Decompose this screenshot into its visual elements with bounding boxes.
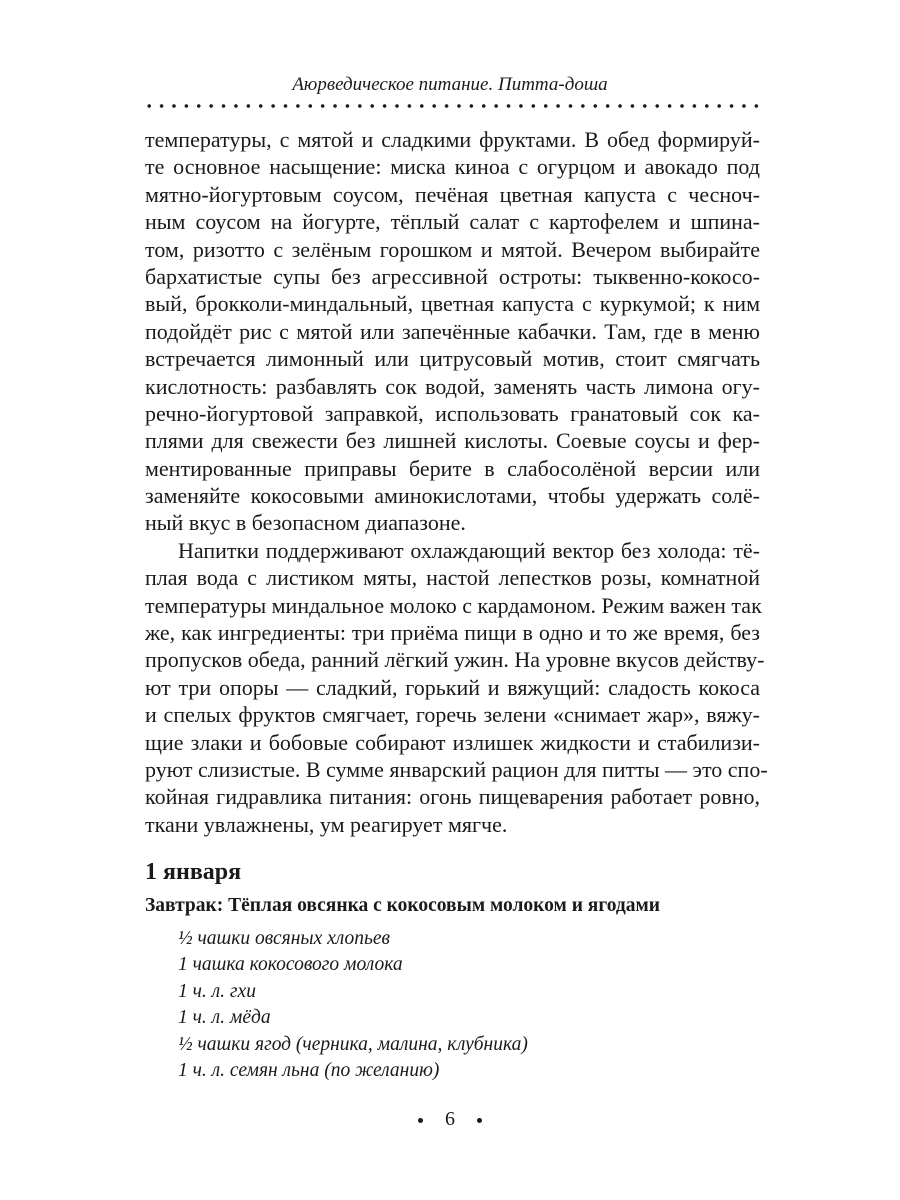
text-line: щие злаки и бобовые собирают излишек жидкости и стабилизи- [145,729,760,755]
page-footer [0,1108,900,1131]
text-line: подойдёт рис с мятой или запечённые кабачки. Там, где в меню [145,318,760,344]
ingredient-item: 1 ч. л. мёда [178,1007,271,1029]
body-text [145,126,768,838]
text-line: ным соусом на йогурте, тёплый салат с картофелем и шпина- [145,209,760,235]
text-line: те основное насыщение: миска киноа с огурцом и авокадо под [145,154,760,180]
text-line: мятно-йогуртовым соусом, печёная цветная капуста с чесноч- [145,181,760,207]
text-line: заменяйте кокосовыми аминокислотами, чтобы удержать солё- [145,483,760,509]
text-line: плями для свежести без лишней кислоты. Соевые соусы и фер- [145,428,760,454]
text-line: бархатистые супы без агрессивной остроты: тыквенно-кокосо- [145,263,760,289]
text-line: ментированные приправы берите в слабосолёной версии или [145,455,760,481]
text-line: ткани увлажнены, ум реагирует мягче. [145,811,508,837]
text-line: пропусков обеда, ранний лёгкий ужин. На уровне вкусов действу- [145,647,765,673]
text-line: температуры миндальное молоко с кардамоном. Режим важен так [145,592,762,618]
text-line: речно-йогуртовой заправкой, использовать гранатовый сок ка- [145,400,760,426]
paragraph [145,537,768,838]
text-line: руют слизистые. В сумме январский рацион для питты — это спо- [145,756,768,782]
text-line: койная гидравлика питания: огонь пищеварения работает ровно, [145,784,760,810]
ingredient-list [178,926,528,1084]
text-line: и спелых фруктов смягчает, горечь зелени «снимает жар», вяжу- [145,702,760,728]
running-head: Аюрведическое питание. Питта-доша [292,74,608,95]
ingredient-item: 1 ч. л. семян льна (по желанию) [178,1059,440,1081]
meal-title: Завтрак: Тёплая овсянка с кокосовым молоком и ягодами [145,895,661,916]
ingredient-item: 1 ч. л. гхи [178,980,256,1002]
text-line: плая вода с листиком мяты, настой лепестков розы, комнатной [145,565,760,591]
text-line: ют три опоры — сладкий, горький и вяжущий: сладость кокоса [145,674,760,700]
paragraph [145,126,760,537]
text-line: температуры, с мятой и сладкими фруктами. В обед формируй- [145,127,760,152]
text-line: встречается лимонный или цитрусовый мотив, стоит смягчать [145,346,760,372]
section-heading: 1 января [145,859,242,885]
dotted-divider [143,100,763,112]
ingredient-item: ½ чашки ягод (черника, малина, клубника) [178,1033,528,1055]
bullet-icon [477,1118,482,1123]
text-line: вый, брокколи-миндальный, цветная капуста с куркумой; к ним [145,291,760,317]
text-line: том, ризотто с зелёным горошком и мятой. Вечером выбирайте [145,236,760,262]
ingredient-item: 1 чашка кокосового молока [178,954,403,976]
ingredient-item: ½ чашки овсяных хлопьев [178,928,390,949]
page-number: 6 [445,1108,455,1130]
text-line: же, как ингредиенты: три приёма пищи в одно и то же время, без [145,620,760,646]
text-line: Напитки поддерживают охлаждающий вектор без холода: тё- [178,537,760,563]
text-line: кислотность: разбавлять сок водой, заменять часть лимона огу- [145,373,760,399]
text-line: ный вкус в безопасном диапазоне. [145,510,466,536]
bullet-icon [418,1118,423,1123]
